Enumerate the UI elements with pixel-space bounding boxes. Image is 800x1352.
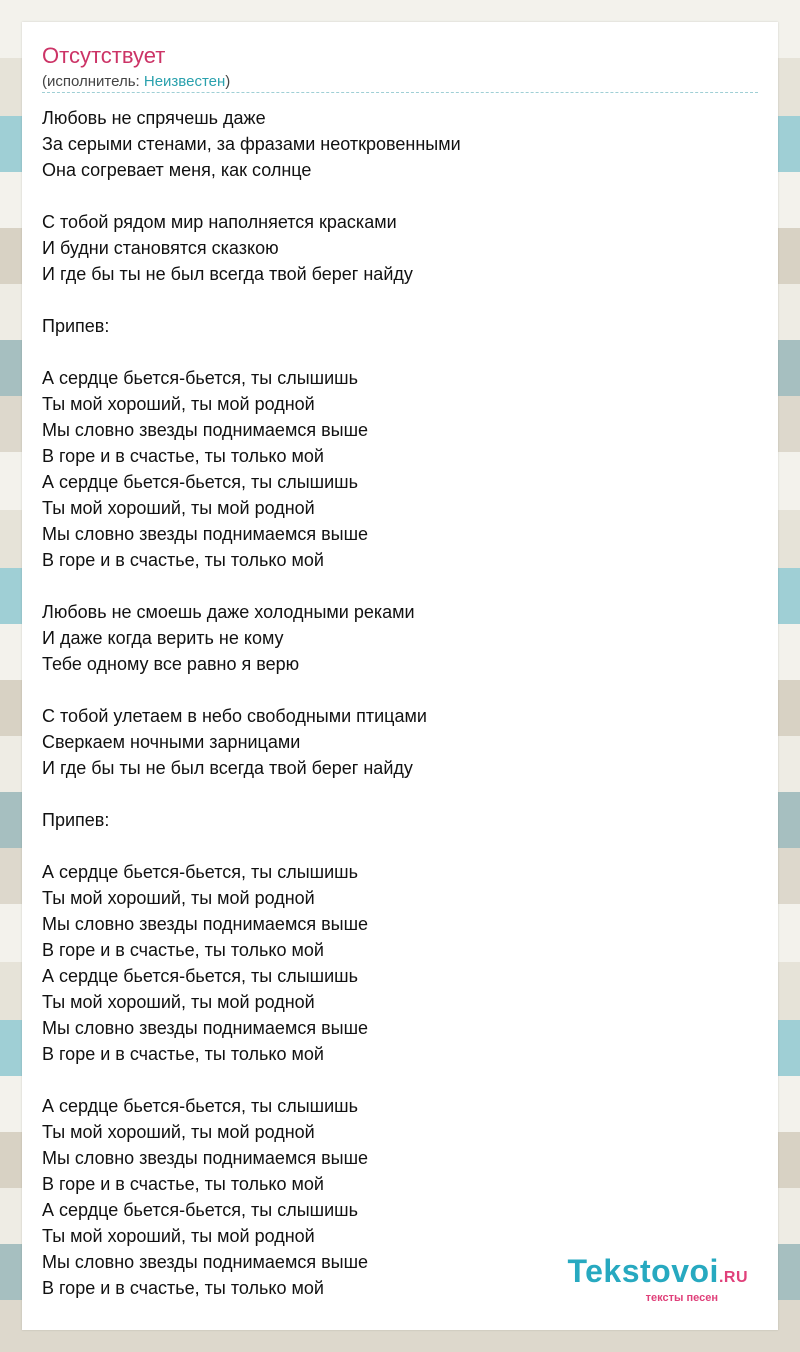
- lyric-line: Ты мой хороший, ты мой родной: [42, 888, 315, 908]
- lyrics-text: [42, 105, 758, 1301]
- lyric-line: Тебе одному все равно я верю: [42, 654, 300, 674]
- lyric-line: В горе и в счастье, ты только мой: [42, 550, 324, 570]
- logo-main-text: Tekstovoi: [567, 1253, 719, 1289]
- lyric-line: А сердце бьется-бьется, ты слышишь: [42, 368, 358, 388]
- lyric-line: Мы словно звезды поднимаемся выше: [42, 524, 369, 544]
- lyric-line: Мы словно звезды поднимаемся выше: [42, 420, 369, 440]
- lyric-line: За серыми стенами, за фразами неоткровенными: [42, 134, 461, 154]
- lyric-line: Мы словно звезды поднимаемся выше: [42, 914, 369, 934]
- lyric-line: А сердце бьется-бьется, ты слышишь: [42, 1200, 358, 1220]
- lyric-line: В горе и в счастье, ты только мой: [42, 1044, 324, 1064]
- lyric-line: И где бы ты не был всегда твой берег найду: [42, 758, 413, 778]
- lyric-line: [42, 339, 758, 365]
- lyric-line: Ты мой хороший, ты мой родной: [42, 498, 315, 518]
- lyric-line: Любовь не спрячешь даже: [42, 108, 266, 128]
- artist-link[interactable]: Неизвестен: [143, 73, 226, 90]
- lyric-line: И даже когда верить не кому: [42, 628, 284, 648]
- lyric-line: Мы словно звезды поднимаемся выше: [42, 1018, 369, 1038]
- lyric-line: А сердце бьется-бьется, ты слышишь: [42, 1096, 358, 1116]
- lyric-line: [42, 1067, 758, 1093]
- lyric-line: А сердце бьется-бьется, ты слышишь: [42, 966, 358, 986]
- lyric-line: Сверкаем ночными зарницами: [42, 732, 301, 752]
- header-divider: [42, 92, 758, 93]
- song-title: Отсутствует: [42, 43, 166, 68]
- artist-prefix: (исполнитель:: [42, 73, 144, 90]
- lyrics-panel: [22, 22, 778, 1330]
- lyric-line: [42, 287, 758, 313]
- logo-wordmark: [567, 1255, 748, 1294]
- lyric-line: [42, 183, 758, 209]
- lyric-line: Ты мой хороший, ты мой родной: [42, 1122, 315, 1142]
- lyric-line: Мы словно звезды поднимаемся выше: [42, 1252, 369, 1272]
- lyric-line: В горе и в счастье, ты только мой: [42, 940, 324, 960]
- lyric-line: Мы словно звезды поднимаемся выше: [42, 1148, 369, 1168]
- artist-line: [42, 72, 230, 92]
- lyric-line: Любовь не смоешь даже холодными реками: [42, 602, 415, 622]
- lyric-line: Припев:: [42, 810, 110, 830]
- lyric-line: В горе и в счастье, ты только мой: [42, 1174, 324, 1194]
- artist-suffix: ): [225, 73, 231, 90]
- lyric-line: А сердце бьется-бьется, ты слышишь: [42, 472, 358, 492]
- site-logo[interactable]: [567, 1255, 748, 1304]
- lyric-line: И где бы ты не был всегда твой берег найду: [42, 264, 413, 284]
- lyric-line: С тобой улетаем в небо свободными птицами: [42, 706, 427, 726]
- lyric-line: Она согревает меня, как солнце: [42, 160, 312, 180]
- lyric-line: И будни становятся сказкою: [42, 238, 279, 258]
- lyric-line: Ты мой хороший, ты мой родной: [42, 992, 315, 1012]
- logo-domain: .RU: [718, 1269, 748, 1286]
- logo-tagline: тексты песен: [645, 1292, 718, 1304]
- lyric-line: [42, 781, 758, 807]
- lyric-line: Ты мой хороший, ты мой родной: [42, 394, 315, 414]
- lyric-line: [42, 573, 758, 599]
- lyric-line: Ты мой хороший, ты мой родной: [42, 1226, 315, 1246]
- lyric-line: В горе и в счастье, ты только мой: [42, 446, 324, 466]
- lyric-line: Припев:: [42, 316, 110, 336]
- lyric-line: С тобой рядом мир наполняется красками: [42, 212, 397, 232]
- lyric-line: [42, 833, 758, 859]
- lyric-line: В горе и в счастье, ты только мой: [42, 1278, 324, 1298]
- lyric-line: А сердце бьется-бьется, ты слышишь: [42, 862, 358, 882]
- lyric-line: [42, 677, 758, 703]
